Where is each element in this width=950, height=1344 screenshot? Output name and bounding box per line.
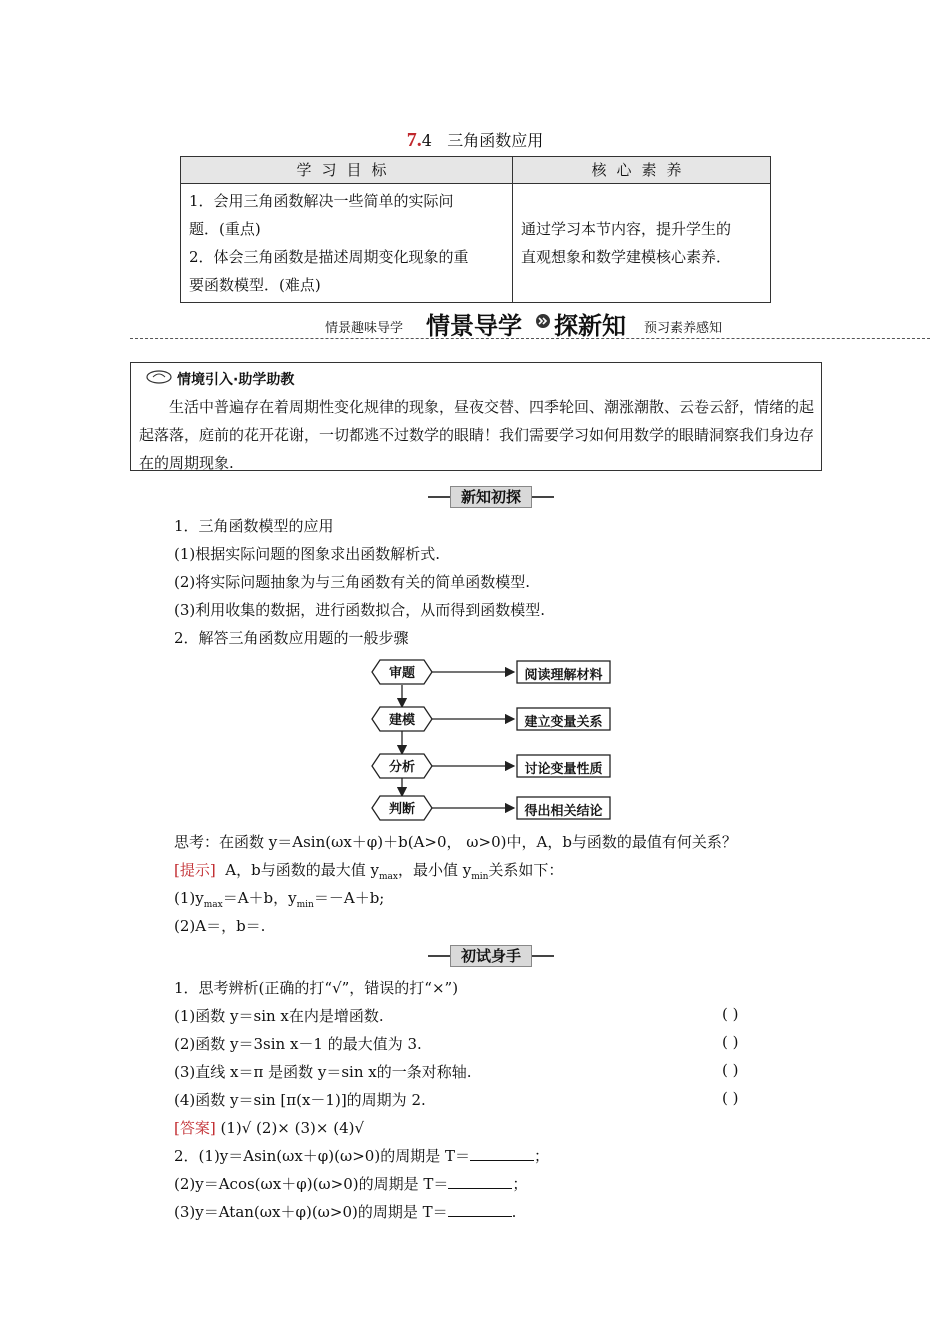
answer-blank-paren: ( ): [722, 1089, 739, 1107]
literacy-line: 通过学习本节内容，提升学生的: [521, 220, 732, 238]
try-question-1: 1．思考辨析(正确的打“√”，错误的打“×”): [174, 979, 459, 997]
section-subnumber: 4: [421, 131, 432, 150]
period-question: [174, 1173, 527, 1194]
knowledge-line: (2)将实际问题抽象为与三角函数有关的简单函数模型.: [174, 573, 531, 591]
period-punct: ；: [533, 1147, 549, 1165]
literacy-line: 直观想象和数学建模核心素养．: [521, 248, 732, 266]
goal-line: 题．(重点): [189, 220, 261, 238]
period-text: 2．(1)y＝Asin(ωx＋φ)(ω>0)的周期是 T＝: [174, 1147, 470, 1165]
period-punct: ；: [512, 1175, 528, 1193]
banner-divider: [130, 338, 930, 339]
goals-header-right: 核心素养: [513, 157, 771, 184]
section-banner: [130, 306, 930, 342]
hint-formula-2: (2)A＝，b＝.: [174, 917, 266, 935]
period-question: [174, 1201, 516, 1222]
think-question: 思考：在函数 y＝Asin(ωx＋φ)＋b(A>0， ω>0)中，A，b与函数的最值有何关系？: [174, 833, 737, 851]
knowledge-line: (1)根据实际问题的图象求出函数解析式.: [174, 545, 441, 563]
judge-item: (1)函数 y＝sin x在内是增函数.: [174, 1007, 384, 1025]
judge-item: (4)函数 y＝sin [π(x－1)]的周期为 2.: [174, 1091, 426, 1109]
judge-item: (3)直线 x＝π 是函数 y＝sin x的一条对称轴.: [174, 1063, 472, 1081]
banner-title-left: 情景导学: [426, 312, 522, 340]
formula-part: (1)y: [174, 889, 204, 907]
section-title-text: 三角函数应用: [447, 131, 544, 150]
banner-title-right: 探新知: [554, 312, 626, 340]
steps-flowchart: [370, 655, 620, 825]
flow-step-right: 阅读理解材料: [524, 668, 603, 683]
formula-sub: max: [203, 900, 223, 910]
answer-label: [答案]: [174, 1119, 216, 1137]
hint-text: A，b与函数的最大值 y: [225, 861, 379, 879]
hint-text: ，最小值 y: [397, 861, 472, 879]
hint-formula-1: [174, 887, 384, 910]
answer-text: (1)√ (2)× (3)× (4)√: [215, 1119, 365, 1137]
fill-blank: [448, 1176, 512, 1189]
flow-step-left: 审题: [388, 666, 415, 681]
answer-blank-paren: ( ): [722, 1061, 739, 1079]
period-question: [174, 1145, 549, 1166]
tag-label: 新知初探: [450, 486, 532, 508]
hint-sub: max: [378, 872, 398, 882]
period-text: (2)y＝Acos(ωx＋φ)(ω>0)的周期是 T＝: [174, 1175, 449, 1193]
judge-item: (2)函数 y＝3sin x－1 的最大值为 3.: [174, 1035, 422, 1053]
knowledge-line: (3)利用收集的数据，进行函数拟合，从而得到函数模型.: [174, 601, 546, 619]
banner-right-caption: 预习素养感知: [644, 321, 723, 336]
goal-line: 1．会用三角函数解决一些简单的实际问: [189, 192, 454, 210]
goal-line: 2．体会三角函数是描述周期变化现象的重: [189, 248, 469, 266]
flow-step-left: 分析: [388, 760, 415, 775]
flow-step-right: 得出相关结论: [524, 804, 603, 819]
answer-blank-paren: ( ): [722, 1033, 739, 1051]
flow-step-left: 建模: [388, 713, 415, 728]
intro-heading: 情境引入·助学助教: [177, 372, 295, 388]
goals-table: [180, 156, 771, 303]
hint-line: [174, 859, 563, 882]
intro-text: 生活中普遍存在着周期性变化规律的现象，昼夜交替、四季轮回、潮涨潮散、云卷云舒，情绪的起起落落，庭前的花开花谢，一切都逃不过数学的眼睛！我们需要学习如何用数学的眼睛洞察我们身边存在的周期现象.: [139, 398, 815, 472]
fill-blank: [470, 1148, 534, 1161]
answer-line: [174, 1117, 364, 1138]
tag-label: 初试身手: [450, 945, 532, 967]
flow-step-left: 判断: [388, 802, 415, 817]
new-knowledge-tag: [428, 486, 554, 508]
knowledge-line: 1．三角函数模型的应用: [174, 517, 334, 535]
period-text: (3)y＝Atan(ωx＋φ)(ω>0)的周期是 T＝: [174, 1203, 448, 1221]
hint-sub: min: [471, 872, 489, 882]
try-tag: [428, 945, 554, 967]
goals-right-cell: [513, 184, 771, 303]
section-number: 7.: [406, 129, 422, 151]
hint-text: 关系如下：: [488, 861, 564, 879]
flow-step-right: 建立变量关系: [524, 715, 603, 730]
goals-left-cell: [181, 184, 513, 303]
flow-step-right: 讨论变量性质: [524, 762, 603, 777]
banner-left-caption: 情景趣味导学: [325, 321, 404, 336]
section-title: [0, 128, 950, 152]
goals-header-left: 学习目标: [181, 157, 513, 184]
lightbulb-icon: [145, 369, 173, 385]
goal-line: 要函数模型．(难点): [189, 276, 321, 294]
formula-part: ＝A＋b，y: [222, 889, 297, 907]
intro-box: [130, 362, 822, 471]
formula-sub: min: [296, 900, 314, 910]
period-punct: .: [511, 1203, 517, 1221]
double-arrow-icon: [535, 313, 551, 329]
hint-label: [提示]: [174, 861, 216, 879]
formula-part: ＝－A＋b;: [313, 889, 385, 907]
fill-blank: [448, 1204, 512, 1217]
answer-blank-paren: ( ): [722, 1005, 739, 1023]
knowledge-line: 2．解答三角函数应用题的一般步骤: [174, 629, 409, 647]
